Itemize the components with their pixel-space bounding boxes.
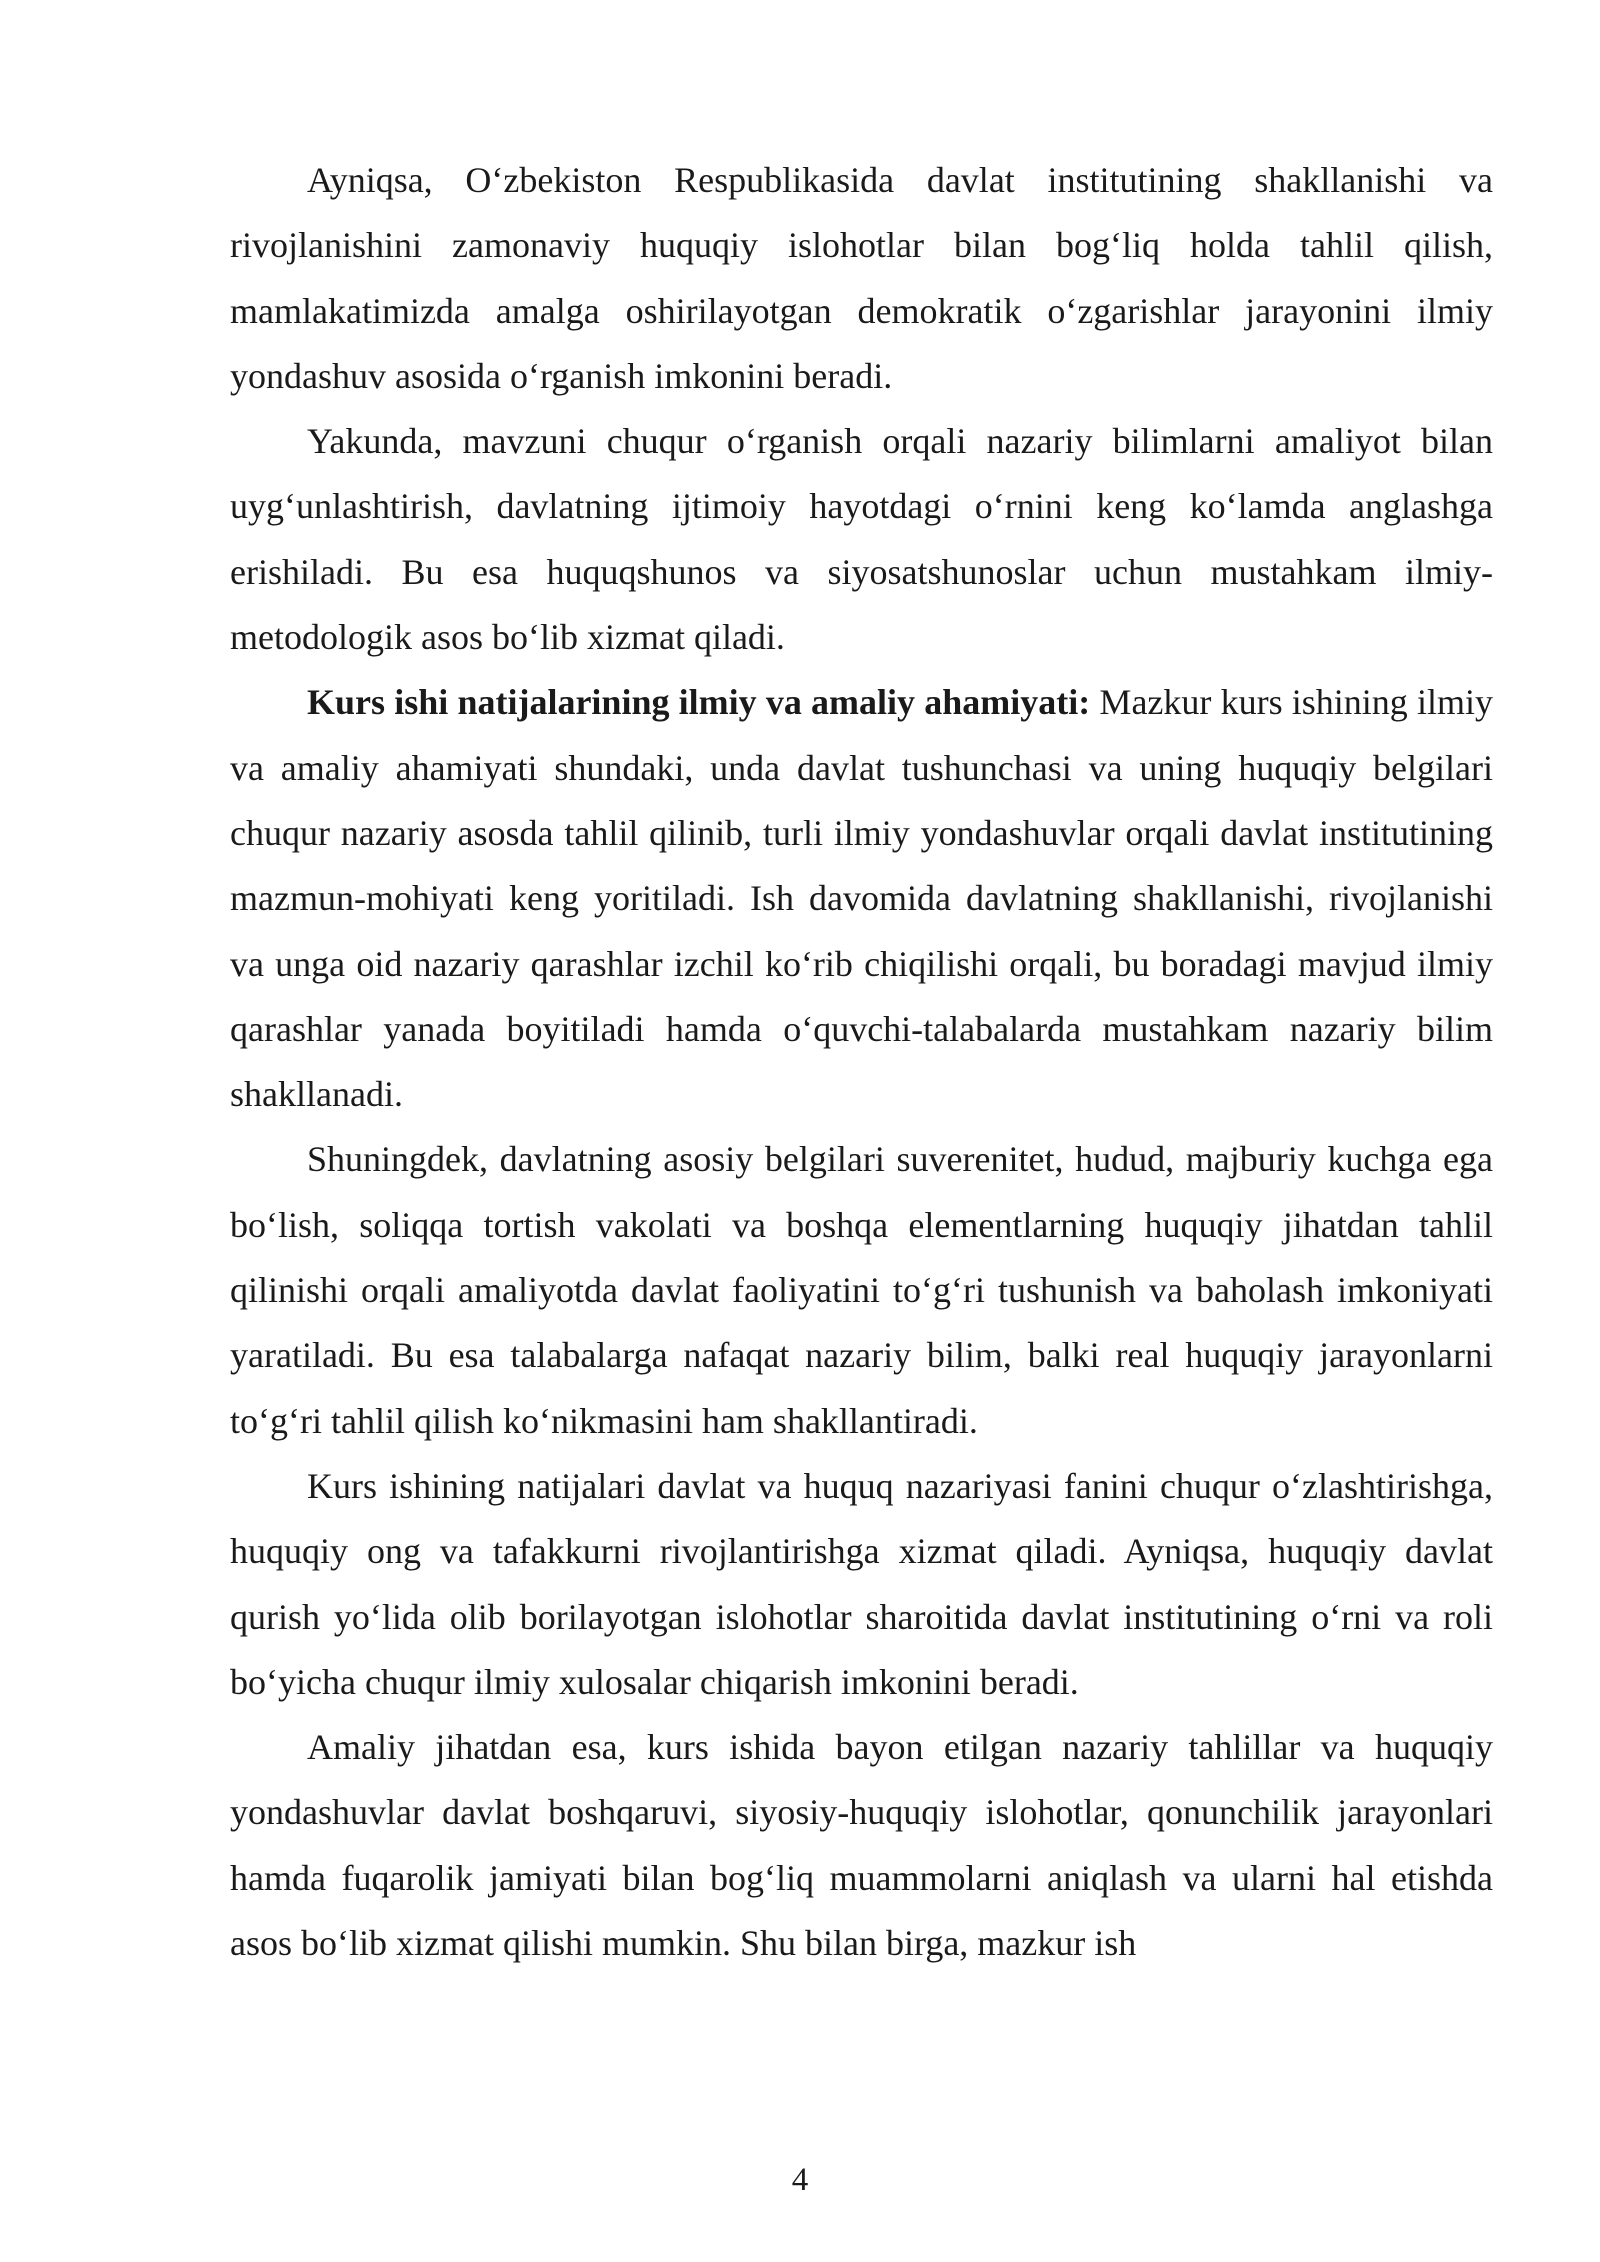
body-text	[230, 148, 1493, 1976]
section-heading-inline: Kurs ishi natijalarining ilmiy va amaliy ahamiyati:	[307, 682, 1091, 723]
paragraph-1	[230, 148, 1493, 409]
paragraph-5	[230, 1454, 1493, 1715]
paragraph-6	[230, 1715, 1493, 1976]
paragraph-significance	[230, 670, 1493, 1127]
paragraph-text: Amaliy jihatdan esa, kurs ishida bayon etilgan nazariy tahlillar va huquqiy yondashuvlar davlat boshqaruvi, siyosiy-huquqiy islohotlar, qonunchilik jarayonlari hamda fuqarolik jamiyati bilan bog‘liq muammolarni aniqlash va ularni hal etishda asos bo‘lib xizmat qilishi mumkin. Shu bilan birga, mazkur ish	[230, 1727, 1493, 1964]
paragraph-text: Shuningdek, davlatning asosiy belgilari suverenitet, hudud, majburiy kuchga ega bo‘lish, soliqqa tortish vakolati va boshqa elementlarning huquqiy jihatdan tahlil qilinishi orqali amaliyotda davlat faoliyatini to‘g‘ri tushunish va baholash imkoniyati yaratiladi. Bu esa talabalarga nafaqat nazariy bilim, balki real huquqiy jarayonlarni to‘g‘ri tahlil qilish ko‘nikmasini ham shakllantiradi.	[230, 1139, 1493, 1441]
paragraph-4	[230, 1127, 1493, 1453]
paragraph-text: Yakunda, mavzuni chuqur o‘rganish orqali nazariy bilimlarni amaliyot bilan uyg‘unlashtirish, davlatning ijtimoiy hayotdagi o‘rnini keng ko‘lamda anglashga erishiladi. Bu esa huquqshunos va siyosatshunoslar uchun mustahkam ilmiy-metodologik asos bo‘lib xizmat qiladi.	[230, 421, 1493, 658]
page-number: 4	[791, 2162, 809, 2198]
paragraph-text: Ayniqsa, O‘zbekiston Respublikasida davlat institutining shakllanishi va rivojlanishini zamonaviy huquqiy islohotlar bilan bog‘liq holda tahlil qilish, mamlakatimizda amalga oshirilayotgan demokratik o‘zgarishlar jarayonini ilmiy yondashuv asosida o‘rganish imkonini beradi.	[230, 160, 1493, 396]
paragraph-text: Kurs ishining natijalari davlat va huquq nazariyasi fanini chuqur o‘zlashtirishga, huquqiy ong va tafakkurni rivojlantirishga xizmat qiladi. Ayniqsa, huquqiy davlat qurish yo‘lida olib borilayotgan islohotlar sharoitida davlat institutining o‘rni va roli bo‘yicha chuqur ilmiy xulosalar chiqarish imkonini beradi.	[230, 1465, 1493, 1702]
paragraph-2	[230, 409, 1493, 670]
paragraph-text: Mazkur kurs ishining ilmiy va amaliy ahamiyati shundaki, unda davlat tushunchasi va uning huquqiy belgilari chuqur nazariy asosda tahlil qilinib, turli ilmiy yondashuvlar orqali davlat institutining mazmun-mohiyati keng yoritiladi. Ish davomida davlatning shakllanishi, rivojlanishi va unga oid nazariy qarashlar izchil ko‘rib chiqilishi orqali, bu boradagi mavjud ilmiy qarashlar yanada boyitiladi hamda o‘quvchi-talabalarda mustahkam nazariy bilim shakllanadi.	[230, 682, 1493, 1115]
